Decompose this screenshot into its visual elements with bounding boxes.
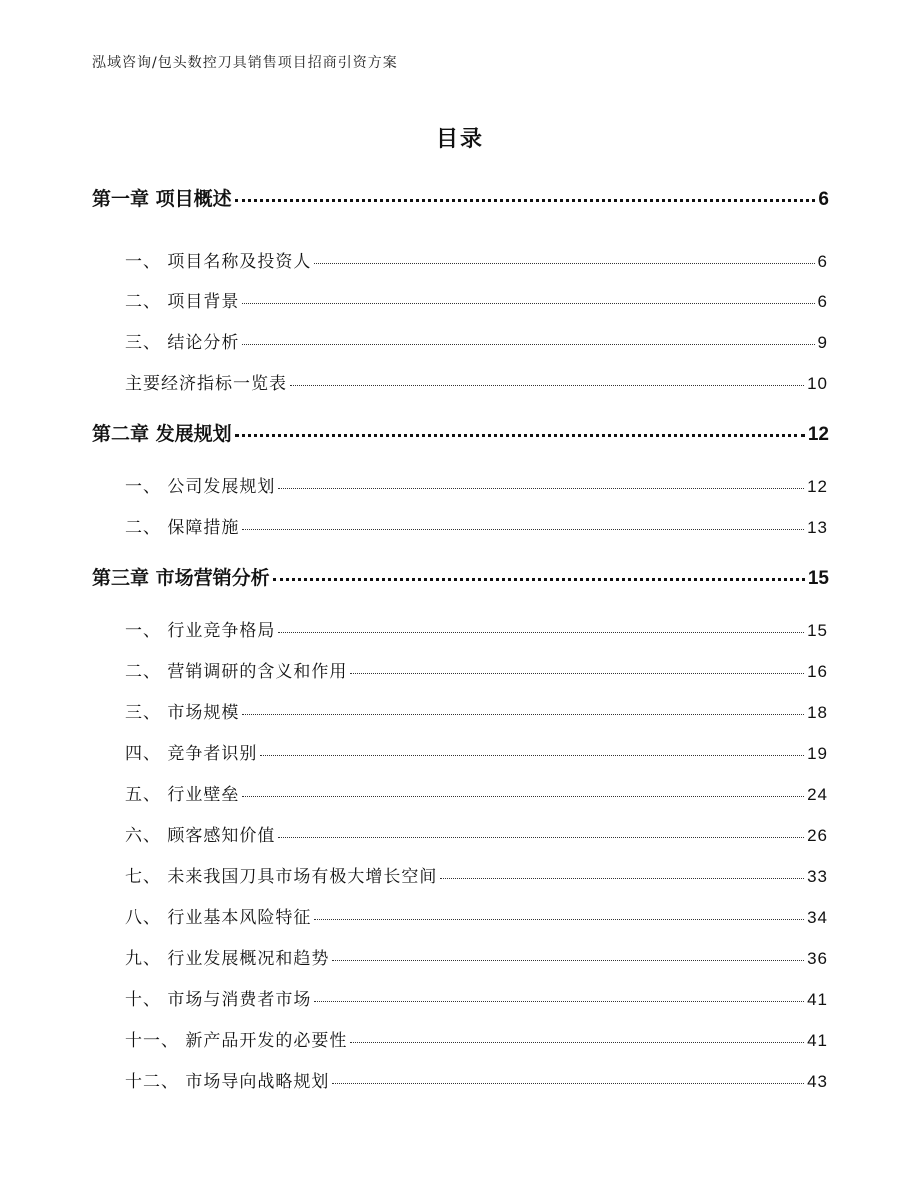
toc-entry[interactable] — [125, 328, 828, 353]
toc-entry-chapter-3[interactable] — [92, 563, 829, 590]
toc-entry-label: 一、 项目名称及投资人 — [125, 252, 312, 272]
toc-entry-page: 6 — [817, 292, 828, 311]
dot-leader — [235, 199, 816, 202]
toc-entry-label: 九、 行业发展概况和趋势 — [125, 949, 330, 969]
toc-entry-page: 19 — [807, 744, 828, 763]
dot-leader — [332, 960, 804, 961]
toc-entry-label: 十一、 新产品开发的必要性 — [125, 1031, 348, 1051]
toc-entry-label: 十二、 市场导向战略规划 — [125, 1072, 330, 1092]
toc-entry[interactable] — [125, 287, 828, 312]
toc-entry[interactable] — [125, 944, 828, 969]
dot-leader — [440, 878, 804, 879]
toc-entry-page: 18 — [807, 703, 828, 722]
toc-entry[interactable] — [125, 1067, 828, 1092]
toc-entry-label: 一、 行业竞争格局 — [125, 621, 276, 641]
toc-entry-page: 41 — [807, 1031, 828, 1050]
toc-entry-page: 33 — [807, 867, 828, 886]
toc-entry-label: 二、 保障措施 — [125, 518, 240, 538]
toc-entry[interactable] — [125, 862, 828, 887]
dot-leader — [235, 434, 805, 437]
dot-leader — [242, 344, 814, 345]
toc-entry[interactable] — [125, 247, 828, 272]
dot-leader — [260, 755, 804, 756]
toc-entry-label: 十、 市场与消费者市场 — [125, 990, 312, 1010]
dot-leader — [290, 385, 804, 386]
toc-entry[interactable] — [125, 698, 828, 723]
toc-entry-page: 9 — [817, 333, 828, 352]
toc-entry-label: 第二章 发展规划 — [92, 423, 232, 445]
toc-entry-page: 6 — [817, 252, 828, 271]
dot-leader — [350, 1042, 804, 1043]
dot-leader — [242, 796, 804, 797]
toc-entry-page: 24 — [807, 785, 828, 804]
dot-leader — [242, 303, 814, 304]
toc-entry[interactable] — [125, 472, 828, 497]
toc-entry[interactable] — [125, 657, 828, 682]
dot-leader — [278, 632, 804, 633]
dot-leader — [273, 578, 805, 581]
toc-entry-label: 八、 行业基本风险特征 — [125, 908, 312, 928]
toc-entry[interactable] — [125, 739, 828, 764]
toc-entry-page: 43 — [807, 1072, 828, 1091]
toc-entry-page: 34 — [807, 908, 828, 927]
toc-title: 目录 — [435, 127, 484, 152]
running-header: 泓域咨询/包头数控刀具销售项目招商引资方案 — [92, 55, 398, 71]
toc-entry-page: 12 — [807, 477, 828, 496]
dot-leader — [314, 263, 814, 264]
toc-entry[interactable] — [125, 513, 828, 538]
toc-entry-page: 10 — [807, 374, 828, 393]
toc-entry-page: 41 — [807, 990, 828, 1009]
toc-entry-label: 第三章 市场营销分析 — [92, 567, 270, 589]
toc-entry-page: 6 — [818, 189, 829, 210]
toc-entry-page: 15 — [807, 568, 829, 589]
toc-entry-label: 二、 营销调研的含义和作用 — [125, 662, 348, 682]
toc-entry-page: 12 — [807, 424, 829, 445]
dot-leader — [350, 673, 804, 674]
toc-entry-page: 36 — [807, 949, 828, 968]
toc-entry-label: 三、 市场规模 — [125, 703, 240, 723]
toc-entry-chapter-1[interactable] — [92, 184, 829, 211]
toc-entry[interactable] — [125, 780, 828, 805]
toc-entry-label: 一、 公司发展规划 — [125, 477, 276, 497]
dot-leader — [242, 529, 804, 530]
toc-entry[interactable] — [125, 821, 828, 846]
toc-entry[interactable] — [125, 369, 828, 394]
dot-leader — [332, 1083, 804, 1084]
toc-entry-label: 四、 竞争者识别 — [125, 744, 258, 764]
toc-entry-label: 第一章 项目概述 — [92, 188, 232, 210]
dot-leader — [278, 488, 804, 489]
toc-entry[interactable] — [125, 616, 828, 641]
toc-entry-page: 15 — [807, 621, 828, 640]
dot-leader — [278, 837, 804, 838]
toc-entry-page: 16 — [807, 662, 828, 681]
dot-leader — [314, 1001, 804, 1002]
toc-entry-label: 主要经济指标一览表 — [125, 374, 287, 394]
toc-entry-chapter-2[interactable] — [92, 419, 829, 446]
toc-entry[interactable] — [125, 1026, 828, 1051]
toc-entry[interactable] — [125, 903, 828, 928]
toc-entry-label: 七、 未来我国刀具市场有极大增长空间 — [125, 867, 438, 887]
toc-entry-label: 三、 结论分析 — [125, 333, 240, 353]
dot-leader — [242, 714, 804, 715]
toc-entry-page: 26 — [807, 826, 828, 845]
toc-entry-label: 五、 行业壁垒 — [125, 785, 240, 805]
toc-entry-label: 二、 项目背景 — [125, 292, 240, 312]
toc-entry-label: 六、 顾客感知价值 — [125, 826, 276, 846]
dot-leader — [314, 919, 804, 920]
toc-entry[interactable] — [125, 985, 828, 1010]
toc-entry-page: 13 — [807, 518, 828, 537]
